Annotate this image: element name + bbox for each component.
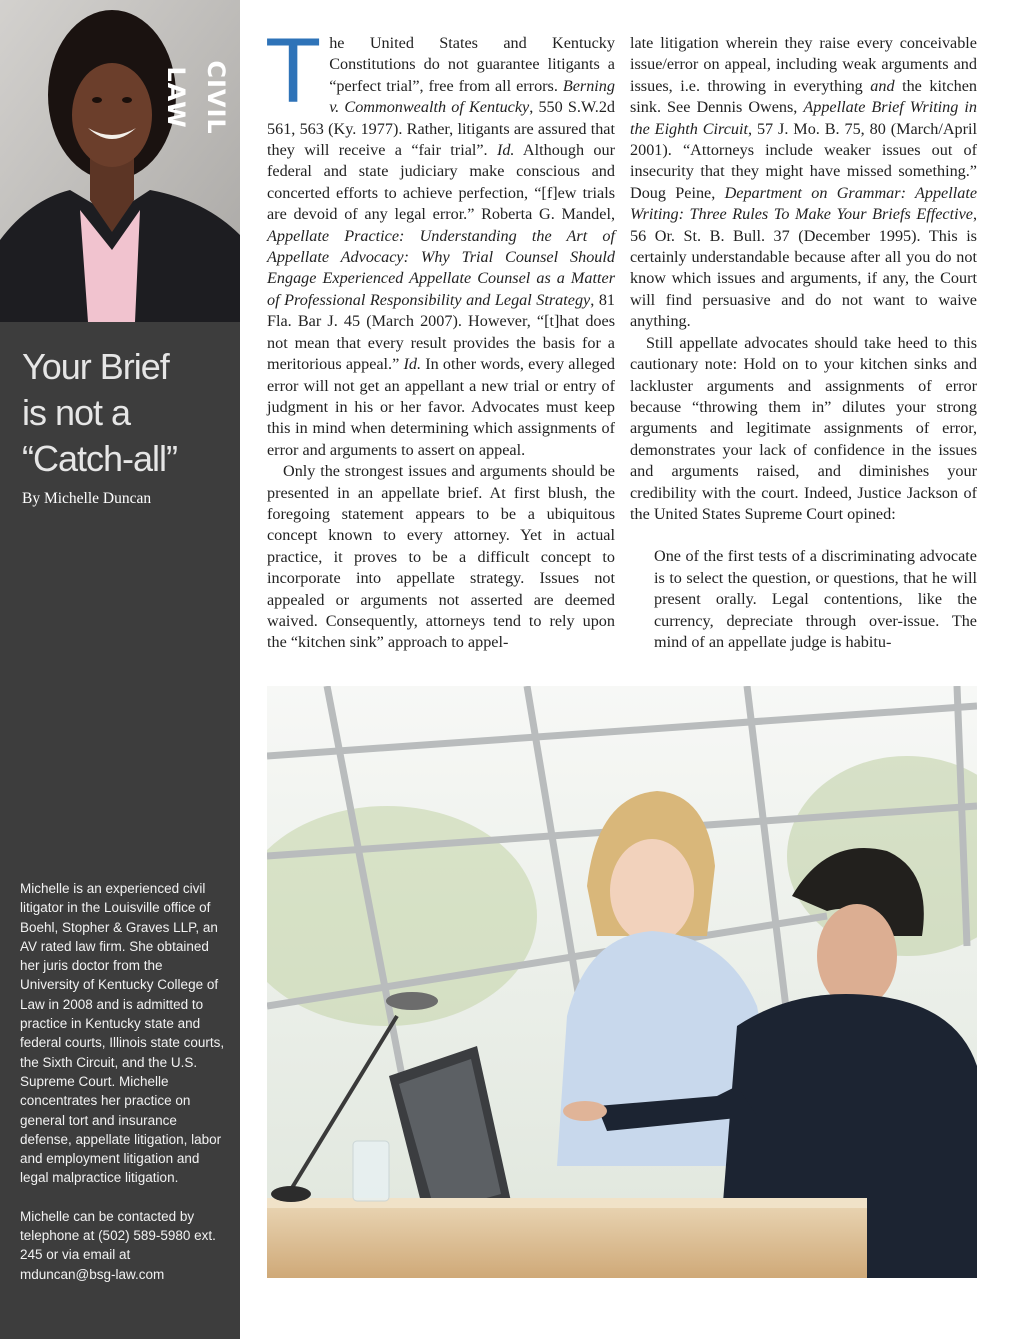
text-run: he United States and Kentucky Constitutions do not guarantee litigants a “perfect trial”, free from all errors.: [329, 34, 615, 95]
article-column-1: [265, 20, 616, 654]
citation: Berning v. Commonwealth of Kentucky: [329, 76, 615, 117]
bio-paragraph: Michelle is an experienced civil litigator in the Louisville office of Boehl, Stopher & Graves LLP, an AV rated law firm. She obtained her juris doctor from the University of Kentucky College of Law in 2008 and is admitted to practice in Kentucky state and federal courts, Illinois state courts, the Sixth Circuit, and the U.S. Supreme Court. Michelle concentrates her practice on general tort and insurance defense, appellate litigation, labor and employment litigation and legal malpractice litigation.: [20, 881, 225, 1186]
article-paragraph-4: Still appellate advocates should take heed to this cautionary note: Hold on to your kitchen sinks and lackluster arguments and assignments of error because “throwing them in” dilutes your strong arguments and legitimate assignments of error, demonstrates your lack of confidence in the issues and arguments raised, and diminishes your credibility with the court. Indeed, Justice Jackson of the United States Supreme Court opined:: [630, 333, 977, 523]
emphasis: and: [870, 76, 895, 95]
byline: By Michelle Duncan: [22, 490, 152, 507]
office-photo: [267, 686, 977, 1278]
citation: Id.: [496, 141, 515, 160]
citation: Id.: [403, 355, 422, 374]
text-run: , 550 S.W.2d 561, 563 (Ky. 1977). Rather, litigants are assured that they will receive a “fair trial”.: [267, 98, 616, 160]
headline-line-2: is not a: [22, 392, 131, 433]
author-bio: [20, 879, 225, 1284]
article-column-2: [630, 33, 977, 653]
article-headline: [22, 344, 232, 482]
sidebar: [0, 0, 240, 1339]
article-paragraph-2: Only the strongest issues and arguments should be presented in an appellate brief. At first blush, the foregoing statement appears to be a ubiquitous concept known to every attorney. Yet in actual practice, it proves to be a difficult concept to incorporate into appellate strategy. Issues not appealed or arguments not asserted are deemed waived. Consequently, attorneys tend to rely upon the “kitchen sink” approach to appel-: [267, 462, 615, 652]
citation: Department on Grammar: Appellate Writing: Three Rules To Make Your Briefs Effective: [630, 183, 978, 224]
text-run: , 57 J. Mo. B. 75, 80 (March/April 2001). “Attorneys include weaker issues out of insecurity that they might have missed something.” Doug Peine,: [630, 119, 977, 202]
block-quote: One of the first tests of a discriminating advocate is to select the question, or questions, that he will present orally. Legal contentions, like the currency, depreciate through over-issue. The mind of an appellate judge is habitu-: [654, 547, 977, 651]
citation: Appellate Brief Writing in the Eighth Circuit: [630, 98, 977, 138]
drop-cap: T: [265, 20, 322, 122]
text-run: late litigation wherein they raise every conceivable issue/error on appeal, including weak arguments and issues, i.e. throwing in everything: [630, 34, 977, 95]
article-paragraph-1: [265, 20, 616, 461]
text-run: Although our federal and state judiciary make conscious and concerted efforts to achieve perfection, “[f]ew trials are devoid of any legal error.” Roberta G. Mandel,: [267, 141, 616, 224]
bio-contact: Michelle can be contacted by telephone at (502) 589-5980 ext. 245 or via email at mduncan@bsg-law.com: [20, 1208, 216, 1282]
text-run: , 56 Or. St. B. Bull. 37 (December 1995). This is certainly understandable because after all you do not know which issues and arguments, if any, the Court will find persuasive and do not want to waive anything.: [630, 205, 977, 331]
text-run: , 81 Fla. Bar J. 45 (March 2007). However, “[t]hat does not mean that every result provides the basis for a meritorious appeal.”: [267, 290, 616, 374]
section-tag: [162, 30, 236, 165]
section-tag-text: CIVIL LAW: [162, 60, 230, 135]
headline-line-1: Your Brief: [22, 346, 169, 387]
text-run: In other words, every alleged error will not get an appellant a new trial or entry of judgment in his or her favor. Advocates must keep this in mind when determining which assignments of error and arguments to assert on appeal.: [267, 355, 615, 459]
text-run: the kitchen sink. See Dennis Owens,: [630, 76, 978, 117]
citation: Appellate Practice: Understanding the Art of Appellate Advocacy: Why Trial Counsel Should Engage Experienced Appellate Counsel as a Matter of Professional Responsibility and Legal Strategy: [267, 226, 615, 309]
article-paragraph-3: [630, 33, 977, 333]
headline-line-3: “Catch-all”: [22, 438, 178, 479]
